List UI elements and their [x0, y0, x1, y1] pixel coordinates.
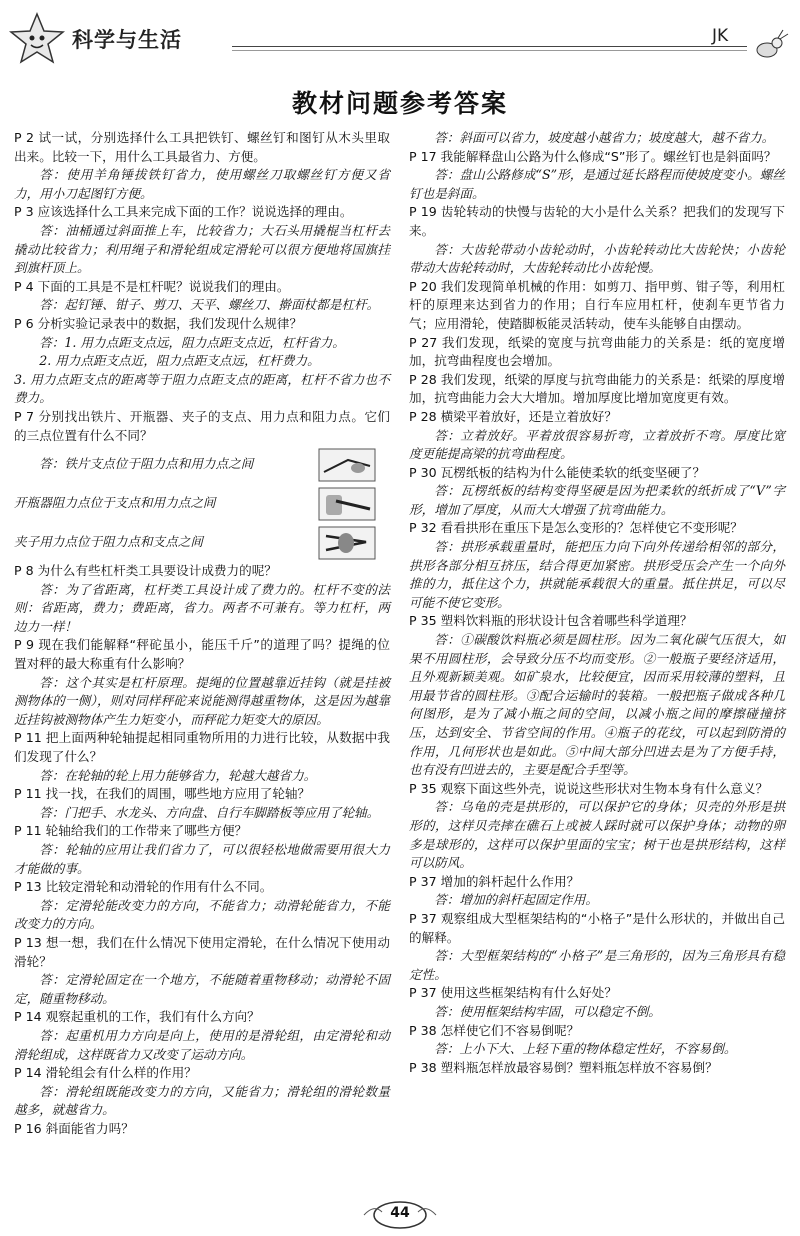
- question: P 35 塑料饮料瓶的形状设计包含着哪些科学道理？: [409, 613, 693, 629]
- question: P 28 横梁平着放好，还是立着放好？: [409, 408, 617, 424]
- question: P 27 我们发现，纸梁的宽度与抗弯曲能力的关系是：纸的宽度增加，抗弯曲程度也会增加。: [409, 334, 785, 369]
- answer: 答：定滑轮能改变力的方向，不能省力；动滑轮能省力，不能改变力的方向。: [14, 897, 390, 932]
- question: P 37 增加的斜杆起什么作用？: [409, 873, 580, 889]
- clip-illustration-icon: [318, 526, 376, 560]
- question: P 13 比较定滑轮和动滑轮的作用有什么不同。: [14, 879, 273, 895]
- question: P 11 轮轴给我们的工作带来了哪些方便？: [14, 823, 248, 839]
- question: P 17 我能解释盘山公路为什么修成“S”形了。螺丝钉也是斜面吗？: [409, 148, 777, 164]
- bottle-opener-illustration-icon: [318, 487, 376, 521]
- answer: 答：拱形承载重量时，能把压力向下向外传递给相邻的部分，拱形各部分相互挤压，结合得更加紧密。拱形受压会产生一个向外推的力，抵住这个力，拱就能承载很大的重量。抵住拱足，可以尽可能不使它变形。: [409, 539, 785, 610]
- answer: 3. 用力点距支点的距离等于阻力点距支点的距离，杠杆不省力也不费力。: [14, 371, 390, 406]
- answer: 答：乌龟的壳是拱形的，可以保护它的身体；贝壳的外形是拱形的，这样贝壳摔在礁石上或被人踩时就可以保护身体；动物的卵多是球形的，这样可以保护里面的宝宝；树干也是拱形结构，这样可以防风。: [409, 799, 785, 871]
- page-number: 44: [390, 1205, 410, 1221]
- question: P 38 塑料瓶怎样放最容易倒？塑料瓶怎样放不容易倒？: [409, 1059, 718, 1075]
- answer: 答：大齿轮带动小齿轮动时，小齿轮转动比大齿轮快；小齿轮带动大齿轮转动时，大齿轮转动比小齿轮慢。: [409, 241, 785, 276]
- answer: 答：立着放好。平着放很容易折弯，立着放折不弯。厚度比宽度更能提高梁的抗弯曲程度。: [409, 427, 785, 462]
- answer: 答：这个其实是杠杆原理。提绳的位置越靠近挂钩（就是挂被测物体的一侧），则对同样秤砣来说能测得越重物体，这是因为越靠近挂钩被测物体产生力矩变小，而秤砣力矩变大的原因。: [14, 674, 390, 727]
- answer: 答：滑轮组既能改变力的方向，又能省力；滑轮组的滑轮数量越多，就越省力。: [14, 1083, 390, 1118]
- answer: 答：瓦楞纸板的结构变得坚硬是因为把柔软的纸折成了“V”字形，增加了厚度，从而大大增强了抗弯曲能力。: [409, 483, 785, 517]
- answer: 答：在轮轴的轮上用力能够省力，轮越大越省力。: [39, 767, 317, 783]
- question: P 19 齿轮转动的快慢与齿轮的大小是什么关系？把我们的发现写下来。: [409, 204, 785, 238]
- question: P 32 看看拱形在重压下是怎么变形的？怎样使它不变形呢？: [409, 520, 743, 536]
- answer: 答：盘山公路修成“S”形，是通过延长路程而使坡度变小。螺丝钉也是斜面。: [409, 167, 785, 201]
- answer: 答：①碳酸饮料瓶必须是圆柱形。因为二氧化碳气压很大，如果不用圆柱形，会导致分压不均而变形。②一般瓶子要经济适用，且外观新颖美观。如矿泉水，比较便宜，因而采用较薄的塑料，且用最节省的圆柱形。③配合运输时的装箱。一般把瓶子做成各种几何图形，是为了减小瓶之间的空间，以减小瓶之间的摩擦碰撞挤压，达到安全、节省空间的作用。④瓶子的花纹，可以起到防滑的作用，几何形状也是如此。⑤中间大部分凹进去是为了方便手持，也有没有凹进去的，主要是配合手型等。: [409, 632, 785, 778]
- figure-row: [14, 445, 390, 484]
- question: P 4 下面的工具是不是杠杆呢？说说我们的理由。: [14, 278, 290, 294]
- page-number-badge: [360, 1198, 440, 1232]
- figure-row: [14, 484, 390, 523]
- question: P 16 斜面能省力吗？: [14, 1120, 134, 1136]
- figure-row: [14, 523, 390, 562]
- answer: 答：使用羊角锤拔铁钉省力，使用螺丝刀取螺丝钉方便又省力，用小刀起图钉方便。: [14, 167, 390, 201]
- page-title: 教材问题参考答案: [291, 89, 508, 118]
- question: P 37 观察组成大型框架结构的“小格子”是什么形状的，并做出自己的解释。: [409, 910, 785, 945]
- answer: 答：上小下大、上轻下重的物体稳定性好，不容易倒。: [434, 1041, 737, 1057]
- page-header: [0, 0, 800, 70]
- answer: 答：定滑轮固定在一个地方，不能随着重物移动；动滑轮不固定，随重物移动。: [14, 972, 390, 1006]
- header-rule: [232, 46, 747, 47]
- question: P 35 观察下面这些外壳，说说这些形状对生物本身有什么意义？: [409, 780, 769, 796]
- answer: 答：门把手、水龙头、方向盘、自行车脚踏板等应用了轮轴。: [39, 804, 380, 820]
- answer: 答：增加的斜杆起固定作用。: [434, 892, 598, 908]
- answer: 夹子用力点位于阻力点和支点之间: [14, 534, 203, 550]
- question: P 37 使用这些框架结构有什么好处？: [409, 985, 617, 1001]
- right-column: [409, 129, 785, 1077]
- question: P 30 瓦楞纸板的结构为什么能使柔软的纸变坚硬了？: [409, 464, 706, 480]
- left-column: [14, 129, 390, 1139]
- answer: 答：斜面可以省力，坡度越小越省力；坡度越大，越不省力。: [434, 130, 775, 145]
- question: P 20 我们发现简单机械的作用：如剪刀、指甲剪、钳子等，利用杠杆的原理来达到省力的作用；自行车应用杠杆，使刹车更节省力气；应用滑轮，使踏脚板能灵活转动，使车头能够自由摆动。: [409, 278, 785, 331]
- header-rule-thin: [232, 50, 747, 51]
- answer: 开瓶器阻力点位于支点和用力点之间: [14, 495, 216, 511]
- answer: 答：起重机用力方向是向上，使用的是滑轮组，由定滑轮和动滑轮组成，这样既省力又改变了运动方向。: [14, 1027, 390, 1062]
- answer: 答：1. 用力点距支点远，阻力点距支点近，杠杆省力。: [39, 334, 345, 350]
- question: P 9 现在我们能解释“秤砣虽小，能压千斤”的道理了吗？提绳的位置对秤的最大称重有什么影响？: [14, 637, 390, 672]
- answer: 答：大型框架结构的“小格子”是三角形的，因为三角形具有稳定性。: [409, 948, 785, 982]
- answer: 答：油桶通过斜面推上车，比较省力；大石头用撬棍当杠杆去撬动比较省力；利用绳子和滑轮组成定滑轮可以很方便地将国旗挂到旗杆顶上。: [14, 222, 390, 276]
- question: P 2 试一试，分别选择什么工具把铁钉、螺丝钉和图钉从木头里取出来。比较一下，用什么工具最省力、方便。: [14, 130, 390, 164]
- question: P 38 怎样使它们不容易倒呢？: [409, 1022, 580, 1038]
- question: P 7 分别找出铁片、开瓶器、夹子的支点、用力点和阻力点。它们的三点位置有什么不同？: [14, 408, 390, 443]
- page-footer: [0, 1198, 800, 1236]
- question: P 14 观察起重机的工作，我们有什么方向？: [14, 1009, 260, 1025]
- edition-code: JK: [712, 26, 729, 46]
- question: P 6 分析实验记录表中的数据，我们发现什么规律？: [14, 315, 303, 331]
- bug-mascot-icon: [745, 26, 791, 62]
- question: P 28 我们发现，纸梁的厚度与抗弯曲能力的关系是：纸梁的厚度增加，抗弯曲能力会大大增加。增加厚度比增加宽度更有效。: [409, 371, 785, 406]
- question: P 8 为什么有些杠杆类工具要设计成费力的呢？: [14, 563, 277, 579]
- answer: 2. 用力点距支点近，阻力点距支点远，杠杆费力。: [39, 353, 320, 369]
- question: P 14 滑轮组会有什么样的作用？: [14, 1065, 197, 1081]
- answer: 答：轮轴的应用让我们省力了，可以很轻松地做需要用很大力才能做的事。: [14, 842, 390, 876]
- star-mascot-icon: [8, 12, 66, 64]
- question: P 13 想一想，我们在什么情况下使用定滑轮，在什么情况下使用动滑轮？: [14, 934, 390, 969]
- answer: 答：起钉锤、钳子、剪刀、天平、螺丝刀、擀面杖都是杠杆。: [39, 297, 380, 313]
- question: P 11 把上面两种轮轴提起相同重物所用的力进行比较，从数据中我们发现了什么？: [14, 730, 390, 765]
- tin-sheet-illustration-icon: [318, 448, 376, 482]
- answer: 答：使用框架结构牢固，可以稳定不倒。: [434, 1003, 661, 1019]
- answer: 答：铁片支点位于阻力点和用力点之间: [39, 456, 254, 472]
- brand-title: 科学与生活: [72, 28, 182, 52]
- question: P 11 找一找，在我们的周围，哪些地方应用了轮轴？: [14, 786, 311, 802]
- answer: 答：为了省距离，杠杆类工具设计成了费力的。杠杆不变的法则：省距离，费力；费距离，省力。两者不可兼有。等力杠杆，两边力一样！: [14, 581, 390, 634]
- question: P 3 应该选择什么工具来完成下面的工作？说说选择的理由。: [14, 204, 353, 220]
